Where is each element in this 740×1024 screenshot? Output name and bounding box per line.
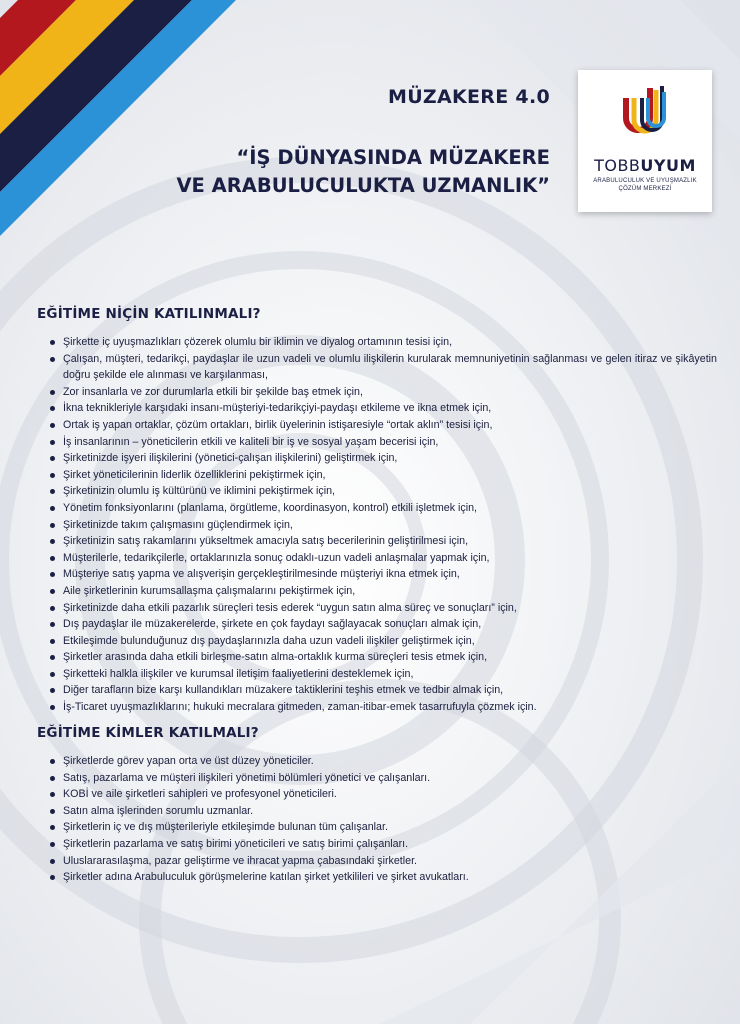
section-why-attend bbox=[37, 306, 717, 716]
list-item: Ortak iş yapan ortaklar, çözüm ortakları, birlik üyelerinin istişaresiyle “ortak aklın” tesisi için, bbox=[37, 417, 717, 434]
list-item: Şirketler adına Arabuluculuk görüşmelerine katılan şirket yetkilileri ve şirket avukatları. bbox=[37, 869, 717, 886]
list-item: Etkileşimde bulunduğunuz dış paydaşlarınızla daha uzun vadeli ilişkiler geliştirmek için, bbox=[37, 633, 717, 650]
list-item: Aile şirketlerinin kurumsallaşma çalışmalarını pekiştirmek için, bbox=[37, 583, 717, 600]
list-item: İş insanlarının – yöneticilerin etkili ve kaliteli bir iş ve sosyal yaşam becerisi için, bbox=[37, 434, 717, 451]
list-item: Şirketinizde takım çalışmasını güçlendirmek için, bbox=[37, 517, 717, 534]
list-item: Şirketlerde görev yapan orta ve üst düzey yöneticiler. bbox=[37, 753, 717, 770]
list-item: Zor insanlarla ve zor durumlarla etkili bir şekilde baş etmek için, bbox=[37, 384, 717, 401]
list-item: Satış, pazarlama ve müşteri ilişkileri yönetimi bölümleri yönetici ve çalışanları. bbox=[37, 770, 717, 787]
list-item: Müşteriye satış yapma ve alışverişin gerçekleştirilmesinde müşteriyi ikna etmek için, bbox=[37, 566, 717, 583]
header bbox=[176, 86, 550, 200]
list-item: Satın alma işlerinden sorumlu uzmanlar. bbox=[37, 803, 717, 820]
list-item: Müşterilerle, tedarikçilerle, ortaklarınızla sonuç odaklı-uzun vadeli anlaşmalar yapmak için, bbox=[37, 550, 717, 567]
list-item: Şirkette iç uyuşmazlıkları çözerek olumlu bir iklimin ve diyalog ortamının tesisi için, bbox=[37, 334, 717, 351]
section-who-should-attend bbox=[37, 725, 717, 886]
list-item: Şirketinizin satış rakamlarını yükseltmek amacıyla satış becerilerinin geliştirilmesi için, bbox=[37, 533, 717, 550]
who-attend-list bbox=[37, 753, 717, 886]
list-item: Şirketinizde daha etkili pazarlık süreçleri tesis ederek “uygun satın alma süreç ve sonuçları” için, bbox=[37, 600, 717, 617]
list-item: Şirketlerin pazarlama ve satış birimi yöneticileri ve satış birimi çalışanları. bbox=[37, 836, 717, 853]
list-item: Dış paydaşlar ile müzakerelerde, şirkete en çok faydayı sağlayacak sonuçları almak için, bbox=[37, 616, 717, 633]
logo-mark-icon bbox=[622, 84, 668, 148]
list-item: İkna teknikleriyle karşıdaki insanı-müşteriyi-tedarikçiyi-paydaşı etkileme ve ikna etmek için, bbox=[37, 400, 717, 417]
logo-subtitle-line-2: ÇÖZÜM MERKEZİ bbox=[618, 186, 672, 192]
section-who-heading: EĞİTİME KİMLER KATILMALI? bbox=[37, 725, 259, 741]
logo-subtitle-line-1: ARABULUCULUK VE UYUŞMAZLIK bbox=[593, 178, 697, 184]
series-title: MÜZAKERE 4.0 bbox=[387, 86, 550, 108]
logo-subtitle bbox=[584, 177, 706, 193]
list-item: Diğer tarafların bize karşı kullandıkları müzakere taktiklerini teşhis etmek ve tedbir almak için, bbox=[37, 682, 717, 699]
section-why-heading: EĞİTİME NİÇİN KATILINMALI? bbox=[37, 306, 261, 322]
list-item: İş-Ticaret uyuşmazlıklarını; hukuki mecralara gitmeden, zaman-itibar-emek tasarrufuyla çözmek için. bbox=[37, 699, 717, 716]
list-item: Çalışan, müşteri, tedarikçi, paydaşlar ile uzun vadeli ve olumlu ilişkilerin kurularak memnuniyetinin sağlanması ve gelen itiraz ve şikâyetin doğru şekilde ele alınması ve karşılanması, bbox=[37, 351, 717, 384]
logo-wordmark bbox=[578, 156, 712, 175]
logo-word-bold: UYUM bbox=[640, 156, 696, 175]
list-item: Uluslararasılaşma, pazar geliştirme ve ihracat yapma çabasındaki şirketler. bbox=[37, 853, 717, 870]
tobb-uyum-logo bbox=[578, 70, 712, 212]
title-line-2: VE ARABULUCULUKTA UZMANLIK” bbox=[176, 174, 550, 197]
logo-word-regular: TOBB bbox=[594, 156, 641, 175]
list-item: Şirketlerin iç ve dış müşterileriyle etkileşimde bulunan tüm çalışanlar. bbox=[37, 819, 717, 836]
list-item: Şirket yöneticilerinin liderlik özelliklerini pekiştirmek için, bbox=[37, 467, 717, 484]
list-item: Şirketinizin olumlu iş kültürünü ve iklimini pekiştirmek için, bbox=[37, 483, 717, 500]
page-title bbox=[176, 144, 550, 200]
list-item: Şirketler arasında daha etkili birleşme-satın alma-ortaklık kurma süreçleri tesis etmek için, bbox=[37, 649, 717, 666]
title-line-1: “İŞ DÜNYASINDA MÜZAKERE bbox=[236, 146, 550, 169]
why-attend-list bbox=[37, 334, 717, 716]
list-item: Yönetim fonksiyonlarını (planlama, örgütleme, koordinasyon, kontrol) etkili işletmek için, bbox=[37, 500, 717, 517]
list-item: Şirketinizde işyeri ilişkilerini (yönetici-çalışan ilişkilerini) geliştirmek için, bbox=[37, 450, 717, 467]
list-item: Şirketteki halkla ilişkiler ve kurumsal iletişim faaliyetlerini desteklemek için, bbox=[37, 666, 717, 683]
list-item: KOBİ ve aile şirketleri sahipleri ve profesyonel yöneticileri. bbox=[37, 786, 717, 803]
